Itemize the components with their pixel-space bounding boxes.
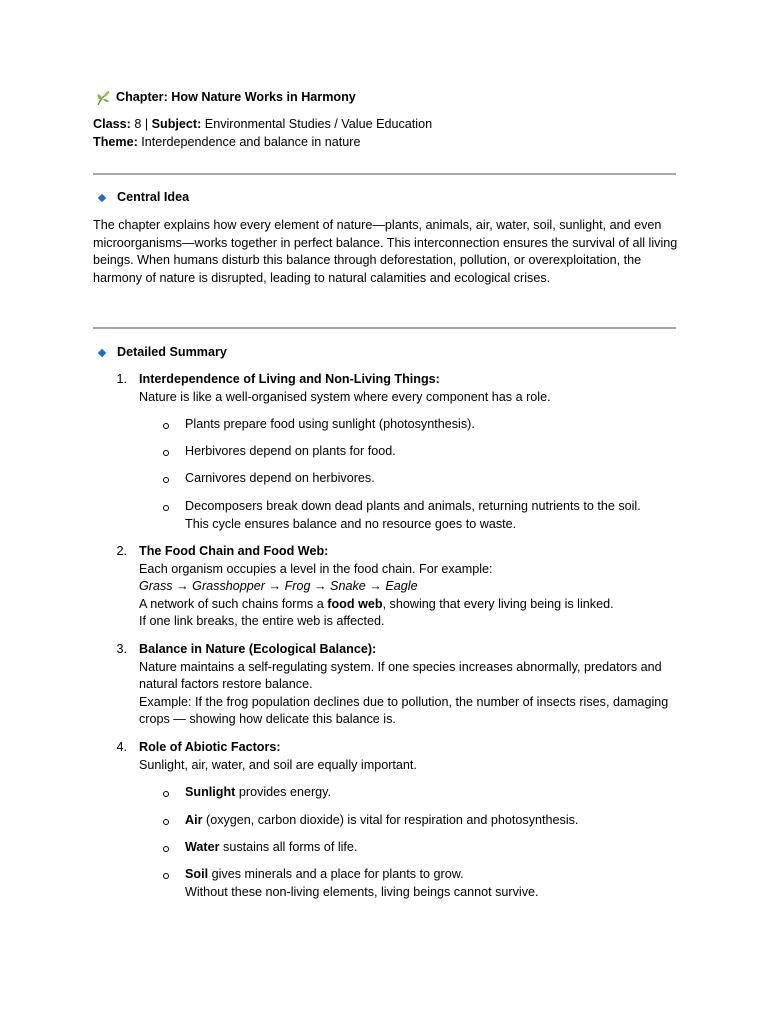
item-1-text: Nature is like a well-organised system where every component has a role. [139,389,551,404]
subject-value: Environmental Studies / Value Education [204,117,433,131]
summary-heading-row [95,344,227,362]
item-number: 1. [116,372,127,386]
abiotic-term: Sunlight [185,785,236,799]
item-number: 2. [116,544,127,558]
circle-bullet-icon [163,477,169,483]
theme-line [93,134,432,152]
diamond-bullet-icon [98,349,106,357]
item-number: 3. [116,642,127,656]
class-subject-line [93,116,432,134]
item-2-line3-pre: A network of such chains forms a [139,596,328,611]
food-web-term: food web [327,596,383,611]
list-item: Carnivores depend on herbivores. [185,471,375,485]
abiotic-desc: (oxygen, carbon dioxide) is vital for respiration and photosynthesis. [202,813,579,827]
herb-icon [95,90,111,106]
central-idea-heading-row [95,189,189,207]
chapter-meta [93,116,432,151]
list-item [185,498,685,533]
class-value: 8 [134,117,142,131]
list-item-line: This cycle ensures balance and no resource goes to waste. [185,516,517,531]
chapter-title: Chapter: How Nature Works in Harmony [116,90,356,104]
item-1-title: Interdependence of Living and Non-Living Things: [139,372,440,386]
list-item [185,839,685,857]
item-2 [139,543,684,631]
circle-bullet-icon [163,791,169,797]
list-item-line: Decomposers break down dead plants and animals, returning nutrients to the soil. [185,499,641,513]
list-item: Herbivores depend on plants for food. [185,444,396,458]
item-4-title: Role of Abiotic Factors: [139,740,281,754]
item-4 [139,739,684,774]
circle-bullet-icon [163,873,169,879]
item-3-text2: Example: If the frog population declines due to pollution, the number of insects rises, damaging crops — showing how delicate this balance is. [139,694,669,727]
theme-label: Theme: [93,134,138,149]
divider-2 [93,327,676,329]
item-3-title: Balance in Nature (Ecological Balance): [139,642,377,656]
abiotic-desc: gives minerals and a place for plants to grow. [208,867,464,881]
list-item: Plants prepare food using sunlight (photosynthesis). [185,417,475,431]
circle-bullet-icon [163,450,169,456]
list-item [185,784,685,802]
item-3 [139,641,684,729]
item-2-line3 [139,596,684,614]
item-2-line4: If one link breaks, the entire web is affected. [139,614,385,629]
item-3-text1: Nature maintains a self-regulating system. If one species increases abnormally, predators and natural factors restore balance. [139,659,662,692]
circle-bullet-icon [163,819,169,825]
separator: | [144,117,149,131]
divider-1 [93,173,676,175]
circle-bullet-icon [163,846,169,852]
abiotic-term: Air [185,813,203,827]
item-2-line1: Each organism occupies a level in the food chain. For example: [139,561,493,576]
list-item [185,866,685,901]
item-2-title: The Food Chain and Food Web: [139,544,329,558]
class-label: Class: [93,117,131,131]
abiotic-term: Water [185,840,220,854]
item-number: 4. [116,740,127,754]
subject-label: Subject: [151,117,202,131]
central-idea-text: The chapter explains how every element of nature—plants, animals, air, water, soil, sunlight, and even microorganisms—works together in perfect balance. This interconnection ensures the survival of all living beings. When humans disturb this balance through deforestation, pollution, or overexploitation, the harmony of nature is disrupted, leading to natural calamities and ecological crises. [93,218,678,285]
abiotic-desc: sustains all forms of life. [219,840,358,854]
theme-value: Interdependence and balance in nature [141,134,361,149]
food-chain-example: Grass → Grasshopper → Frog → Snake → Eagle [139,579,418,594]
abiotic-term: Soil [185,867,209,881]
chapter-title-row [95,89,356,107]
item-4-text: Sunlight, air, water, and soil are equally important. [139,757,417,772]
central-idea-heading: Central Idea [117,190,190,204]
item-1 [139,371,684,406]
list-item [185,812,685,830]
list-item-line: Without these non-living elements, living beings cannot survive. [185,884,539,899]
circle-bullet-icon [163,505,169,511]
circle-bullet-icon [163,423,169,429]
item-2-line3-post: , showing that every living being is linked. [382,596,614,611]
summary-heading: Detailed Summary [117,345,227,359]
abiotic-desc: provides energy. [235,785,332,799]
diamond-bullet-icon [98,194,106,202]
